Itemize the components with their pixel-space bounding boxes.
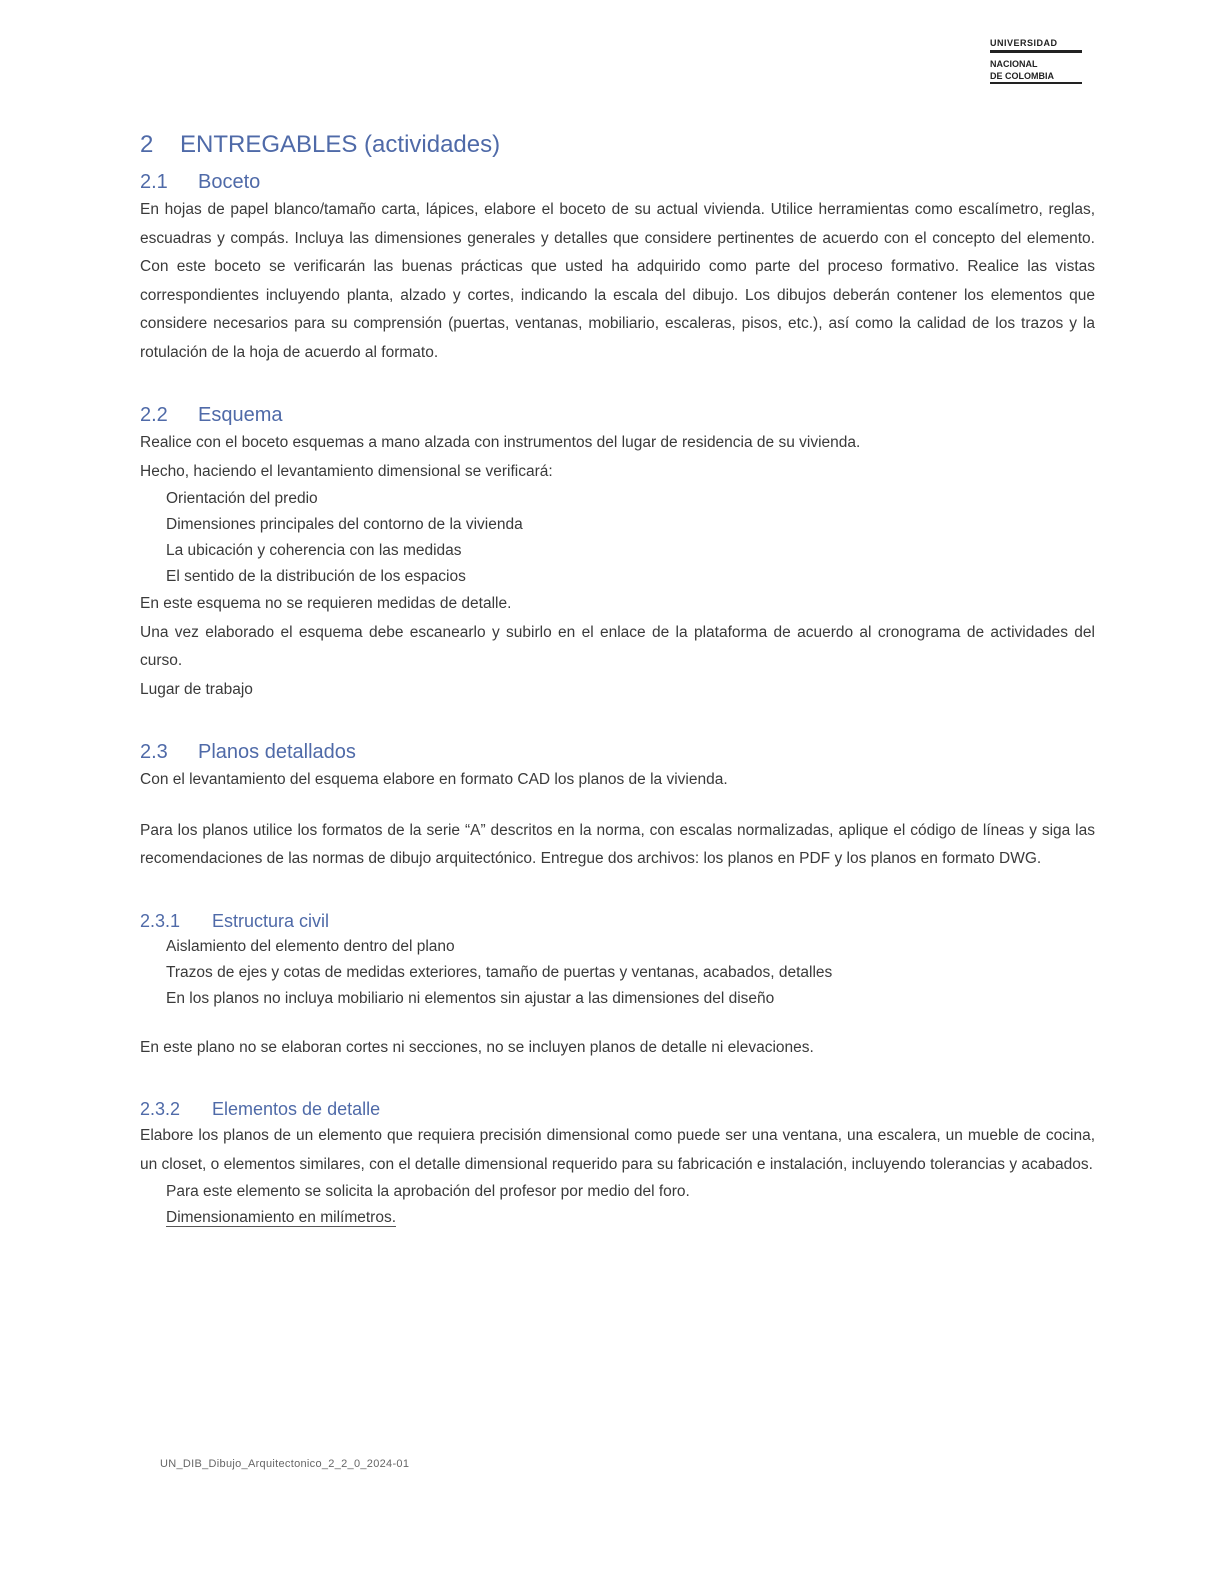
subsection-title: Esquema	[198, 404, 283, 426]
bullet-list	[140, 934, 1095, 1012]
subsubsection-title: Estructura civil	[212, 910, 330, 931]
document-body	[140, 128, 1095, 1231]
list-item: Orientación del predio	[166, 490, 318, 507]
list-item	[166, 1205, 1095, 1231]
subsubsection-number: 2.3.2	[140, 1099, 181, 1119]
page-footer: UN_DIB_Dibujo_Arquitectonico_2_2_0_2024-01	[160, 1458, 410, 1470]
section-heading	[140, 128, 1095, 162]
list-item: Dimensiones principales del contorno de la vivienda	[166, 516, 523, 533]
section-title: ENTREGABLES (actividades)	[180, 131, 501, 158]
subsection-heading	[140, 168, 1095, 196]
paragraph: En este esquema no se requieren medidas de detalle.	[140, 595, 512, 612]
subsubsection-heading	[140, 908, 1095, 934]
paragraph: En hojas de papel blanco/tamaño carta, lápices, elabore el boceto de su actual vivienda. Utilice herramientas como escalímetro, reglas, escuadras y compás. Incluya las dimensiones generales y detalles que considere pertinentes de acuerdo con el concepto del elemento. Con este boceto se verificarán las buenas prácticas que usted ha adquirido como parte del proceso formativo. Realice las vistas correspondientes incluyendo planta, alzado y cortes, indicando la escala del dibujo. Los dibujos deberán contener los elementos que considere necesarios para su comprensión (puertas, ventanas, mobiliario, escaleras, pisos, etc.), así como la calidad de los trazos y la rotulación de la hoja de acuerdo al formato.	[140, 201, 1095, 361]
logo-line: UNIVERSIDAD	[990, 38, 1082, 53]
subsection-number: 2.3	[140, 741, 168, 763]
paragraph: En este plano no se elaboran cortes ni secciones, no se incluyen planos de detalle ni elevaciones.	[140, 1038, 814, 1056]
subsection-title: Boceto	[198, 171, 261, 193]
subsubsection-number: 2.3.1	[140, 910, 181, 931]
list-item: En los planos no incluya mobiliario ni elementos sin ajustar a las dimensiones del diseño	[166, 989, 775, 1007]
subsection-heading	[140, 401, 1095, 429]
subsubsection-heading	[140, 1096, 1095, 1122]
paragraph: Elabore los planos de un elemento que requiera precisión dimensional como puede ser una ventana, una escalera, un mueble de cocina, un closet, o elementos similares, con el detalle dimensional requerido para su fabricación e instalación, incluyendo tolerancias y acabados.	[140, 1127, 1095, 1173]
paragraph: Realice con el boceto esquemas a mano alzada con instrumentos del lugar de residencia de su vivienda.	[140, 434, 861, 451]
list-item: Aislamiento del elemento dentro del plano	[166, 937, 455, 955]
list-item: Trazos de ejes y cotas de medidas exteriores, tamaño de puertas y ventanas, acabados, detalles	[166, 963, 833, 981]
subsection-heading	[140, 738, 1095, 766]
list-item: El sentido de la distribución de los espacios	[166, 568, 466, 585]
paragraph: Lugar de trabajo	[140, 680, 253, 698]
subsection-title: Planos detallados	[198, 741, 356, 763]
paragraph: Hecho, haciendo el levantamiento dimensional se verificará:	[140, 462, 553, 480]
university-logo	[990, 38, 1082, 84]
list-item-text: Dimensionamiento en milímetros.	[166, 1209, 397, 1226]
list-item: La ubicación y coherencia con las medidas	[166, 542, 462, 559]
subsubsection-title: Elementos de detalle	[212, 1099, 381, 1119]
section-number: 2	[140, 131, 154, 158]
logo-line: NACIONAL	[990, 59, 1038, 69]
paragraph: Una vez elaborado el esquema debe escanearlo y subirlo en el enlace de la plataforma de acuerdo al cronograma de actividades del curso.	[140, 623, 1095, 669]
paragraph: Con el levantamiento del esquema elabore en formato CAD los planos de la vivienda.	[140, 771, 728, 788]
paragraph: Para los planos utilice los formatos de la serie “A” descritos en la norma, con escalas normalizadas, aplique el código de líneas y siga las recomendaciones de las normas de dibujo arquitectónico. Entregue dos archivos: los planos en PDF y los planos en formato DWG.	[140, 821, 1095, 867]
bullet-list	[140, 1179, 1095, 1231]
logo-line: DE COLOMBIA	[990, 71, 1082, 84]
list-item: Para este elemento se solicita la aprobación del profesor por medio del foro.	[166, 1183, 690, 1200]
bullet-list	[140, 486, 1095, 590]
subsection-number: 2.1	[140, 171, 168, 193]
subsection-number: 2.2	[140, 404, 168, 426]
